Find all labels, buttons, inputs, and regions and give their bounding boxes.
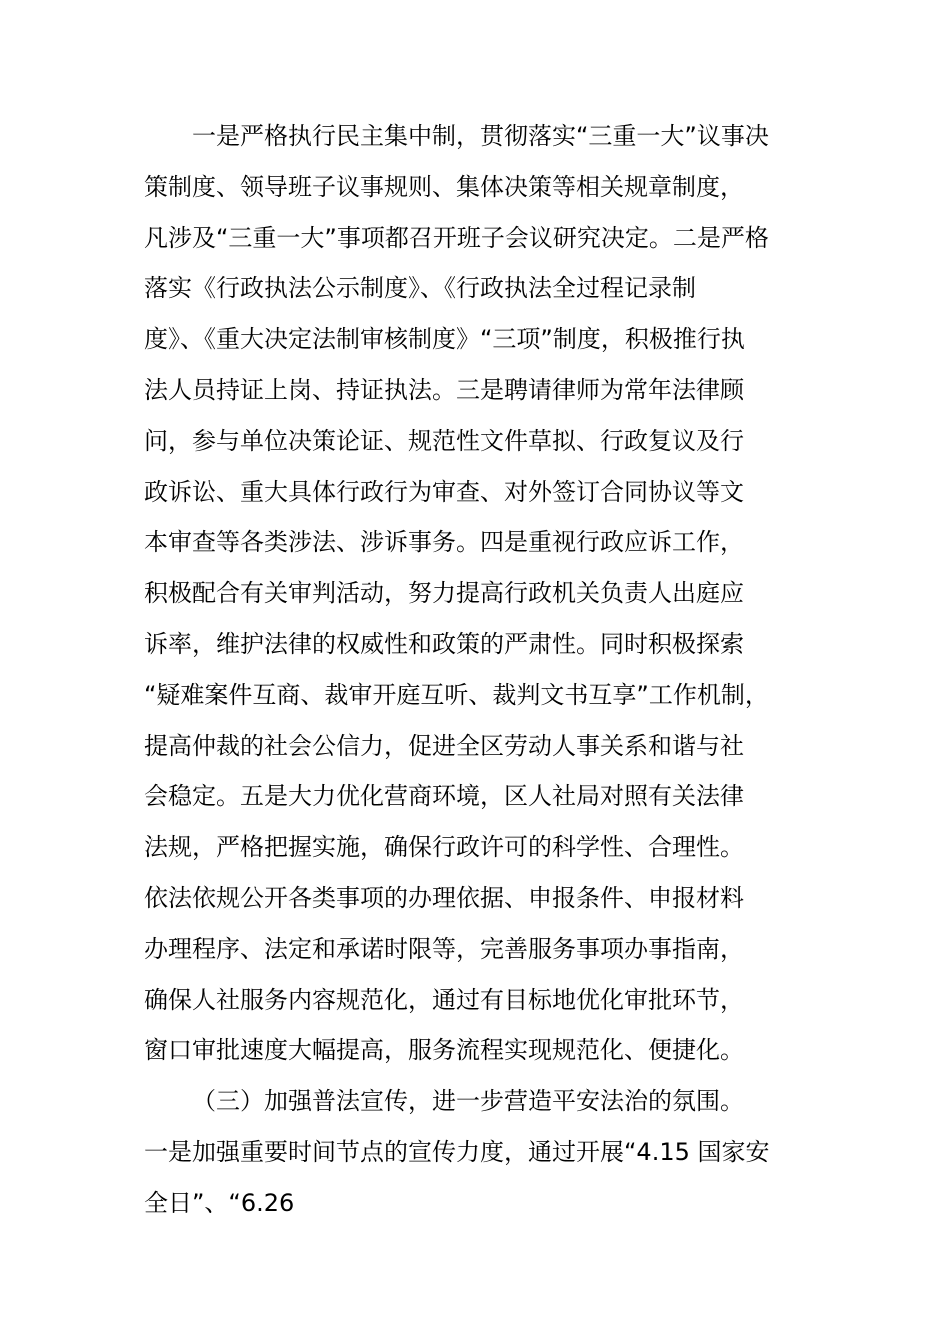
paragraph-line: 提高仲裁的社会公信力，促进全区劳动人事关系和谐与社: [144, 731, 744, 760]
paragraph-line: 度》、《重大决定法制审核制度》“三项”制度，积极推行执: [144, 325, 745, 354]
paragraph-line: 一是加强重要时间节点的宣传力度，通过开展“4.15 国家安: [144, 1137, 770, 1166]
paragraph-line: 本审查等各类涉法、涉诉事务。四是重视行政应诉工作，: [144, 528, 744, 557]
paragraph-line: 全日”、“6.26: [144, 1188, 295, 1217]
paragraph-line: 策制度、领导班子议事规则、集体决策等相关规章制度，: [144, 172, 744, 201]
section-heading-line: （三）加强普法宣传，进一步营造平安法治的氛围。: [192, 1087, 744, 1116]
paragraph-line: 诉率，维护法律的权威性和政策的严肃性。同时积极探索: [144, 629, 744, 658]
paragraph-line: 依法依规公开各类事项的办理依据、申报条件、申报材料: [144, 883, 744, 912]
document-body: [144, 111, 814, 1229]
paragraph-line: 确保人社服务内容规范化，通过有目标地优化审批环节，: [144, 985, 744, 1014]
paragraph-line: 办理程序、法定和承诺时限等，完善服务事项办事指南，: [144, 934, 744, 963]
paragraph-line: “疑难案件互商、裁审开庭互听、裁判文书互享”工作机制，: [144, 680, 769, 709]
paragraph-line: 法规，严格把握实施，确保行政许可的科学性、合理性。: [144, 833, 744, 862]
paragraph-line: 问，参与单位决策论证、规范性文件草拟、行政复议及行: [144, 426, 744, 455]
paragraph-line: 法人员持证上岗、持证执法。三是聘请律师为常年法律顾: [144, 375, 744, 404]
paragraph-line: 窗口审批速度大幅提高，服务流程实现规范化、便捷化。: [144, 1036, 744, 1065]
paragraph-line: 积极配合有关审判活动，努力提高行政机关负责人出庭应: [144, 579, 744, 608]
paragraph-line: 政诉讼、重大具体行政行为审查、对外签订合同协议等文: [144, 477, 744, 506]
paragraph-line: 落实《行政执法公示制度》、《行政执法全过程记录制: [144, 274, 696, 303]
paragraph-line: 会稳定。五是大力优化营商环境，区人社局对照有关法律: [144, 782, 744, 811]
paragraph-line: 一是严格执行民主集中制，贯彻落实“三重一大”议事决: [192, 122, 769, 150]
paragraph-line: 凡涉及“三重一大”事项都召开班子会议研究决定。二是严格: [144, 223, 769, 252]
